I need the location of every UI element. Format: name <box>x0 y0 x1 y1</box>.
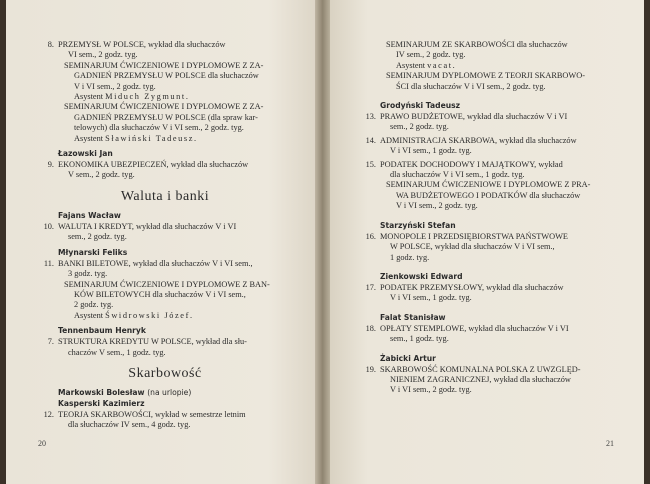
lecturer-name: Kasperski Kazimierz <box>58 398 145 408</box>
course-entry-12 <box>40 410 290 431</box>
lecturer-name: Starzyński Stefan <box>380 220 456 230</box>
lecturer-name: Młynarski Feliks <box>58 247 128 257</box>
seminar-line: SEMINARJUM ZE SKARBOWOŚCI dla słuchaczów <box>386 40 568 49</box>
assistant-line <box>386 61 632 71</box>
course-entry-15 <box>362 160 632 181</box>
book-gutter <box>315 0 330 484</box>
course-detail-line: V i VI sem., 1 godz. tyg. <box>390 146 472 156</box>
section-heading: Skarbowość <box>128 365 202 381</box>
assistant-line <box>64 134 290 144</box>
lecturer-note: (na urlopie) <box>147 387 192 397</box>
course-entry-13 <box>362 112 632 133</box>
seminar-line: WA BUDŻETOWEGO I PODATKÓW dla słuchaczów <box>396 190 581 200</box>
course-detail-line: VI sem., 2 godz. tyg. <box>68 50 138 60</box>
seminar-line: GADNIEŃ PRZEMYSŁU W POLSCE dla słuchaczów <box>74 71 259 81</box>
left-page <box>6 0 315 484</box>
course-title-line: PRAWO BUDŻETOWE, wykład dla słuchaczów V i VI <box>380 112 568 122</box>
seminar-line: SEMINARJUM ĆWICZENIOWE I DYPLOMOWE Z BAN- <box>64 279 270 289</box>
assistant-line <box>64 311 290 321</box>
course-number: 12. <box>43 409 54 419</box>
course-detail-line: V sem., 2 godz. tyg. <box>68 170 135 180</box>
course-entry-17 <box>362 283 632 304</box>
seminar-block <box>40 102 290 144</box>
course-detail-line: sem., 2 godz. tyg. <box>390 122 449 132</box>
course-title-line: EKONOMIKA UBEZPIECZEŃ, wykład dla słuchaczów <box>58 160 249 170</box>
page-number: 20 <box>38 439 46 448</box>
course-detail-line: 3 godz. tyg. <box>68 269 108 279</box>
left-page-column <box>40 40 290 431</box>
course-entry-8 <box>40 40 290 61</box>
course-title-line: STRUKTURA KREDYTU W POLSCE, wykład dla słu- <box>58 337 247 347</box>
course-detail-line: sem., 1 godz. tyg. <box>390 334 449 344</box>
course-entry-14 <box>362 136 632 157</box>
course-number: 19. <box>365 364 376 374</box>
course-title-line: BANKI BILETOWE, wykład dla słuchaczów V i VI sem., <box>58 258 253 268</box>
lecturer-name: Łazowski Jan <box>58 149 113 159</box>
lecturer-name <box>40 388 290 398</box>
assistant-name: Miduch Zygmunt. <box>105 92 190 102</box>
seminar-block <box>362 40 632 92</box>
course-detail-line: sem., 2 godz. tyg. <box>68 232 127 242</box>
course-entry-16 <box>362 232 632 263</box>
lecturer-name: Żabicki Artur <box>380 353 436 363</box>
seminar-block <box>362 180 632 211</box>
course-title-line: ADMINISTRACJA SKARBOWA, wykład dla słuchaczów <box>380 135 577 145</box>
seminar-line: KÓW BILETOWYCH dla słuchaczów V i VI sem., <box>74 289 246 299</box>
assistant-label: Asystent <box>396 60 426 70</box>
course-number: 14. <box>365 135 376 145</box>
seminar-line: IV sem., 2 godz. tyg. <box>396 50 466 60</box>
seminar-line: SEMINARJUM ĆWICZENIOWE I DYPLOMOWE Z ZA- <box>64 102 264 112</box>
course-title-line: PODATEK DOCHODOWY I MAJĄTKOWY, wykład <box>380 159 563 169</box>
course-detail-line: V i VI sem., 2 godz. tyg. <box>390 385 472 395</box>
course-title-line: WALUTA I KREDYT, wykład dla słuchaczów V i VI <box>58 221 237 231</box>
course-title-line: SKARBOWOŚĆ KOMUNALNA POLSKA Z UWZGLĘD- <box>380 364 581 374</box>
course-number: 15. <box>365 159 376 169</box>
lecturer-name: Zienkowski Edward <box>380 271 463 281</box>
course-number: 13. <box>365 112 376 122</box>
course-number: 16. <box>365 231 376 241</box>
course-number: 10. <box>43 221 54 231</box>
assistant-line <box>64 92 290 102</box>
course-entry-10 <box>40 222 290 243</box>
course-detail-line: NIENIEM ZAGRANICZNEJ, wykład dla słuchaczów <box>390 374 571 384</box>
course-entry-18 <box>362 324 632 345</box>
lecturer-name: Fajans Wacław <box>58 210 121 220</box>
assistant-label: Asystent <box>74 310 104 320</box>
course-entry-19 <box>362 365 632 396</box>
seminar-line: 2 godz. tyg. <box>74 300 114 310</box>
seminar-line: ŚCI dla słuchaczów V i VI sem., 2 godz. tyg. <box>396 81 546 91</box>
right-page-column <box>362 40 632 396</box>
course-entry-9 <box>40 160 290 181</box>
course-number: 7. <box>47 337 54 347</box>
seminar-line: GADNIEŃ PRZEMYSŁU W POLSCE (dla spraw kar- <box>74 112 258 122</box>
course-number: 11. <box>43 258 54 268</box>
course-detail-line: dla słuchaczów IV sem., 4 godz. tyg. <box>68 420 191 430</box>
right-page <box>330 0 644 484</box>
course-detail-line: W POLSCE, wykład dla słuchaczów V i VI sem., <box>390 242 555 252</box>
course-title-line: PODATEK PRZEMYSŁOWY, wykład dla słuchaczów <box>380 282 564 292</box>
seminar-line: SEMINARJUM ĆWICZENIOWE I DYPLOMOWE Z PRA- <box>386 180 591 190</box>
course-detail-line: dla słuchaczów V i VI sem., 1 godz. tyg. <box>390 170 525 180</box>
course-detail-line: chaczów V sem., 1 godz. tyg. <box>68 347 166 357</box>
lecturer-name-text: Markowski Bolesław <box>58 387 145 397</box>
seminar-line: SEMINARJUM ĆWICZENIOWE I DYPLOMOWE Z ZA- <box>64 60 264 70</box>
assistant-name: vacat. <box>427 60 457 70</box>
assistant-name: Sławiński Tadeusz. <box>105 133 198 143</box>
course-number: 17. <box>365 282 376 292</box>
seminar-line: telowych) dla słuchaczów V i VI sem., 2 godz. tyg. <box>74 123 244 133</box>
course-title-line: OPŁATY STEMPLOWE, wykład dla słuchaczów V i VI <box>380 323 569 333</box>
seminar-block <box>40 280 290 322</box>
assistant-label: Asystent <box>74 133 104 143</box>
seminar-line: SEMINARJUM DYPLOMOWE Z TEORJI SKARBOWO- <box>386 71 585 81</box>
course-number: 18. <box>365 323 376 333</box>
lecturer-name: Falat Stanisław <box>380 312 446 322</box>
course-entry-11 <box>40 259 290 280</box>
course-detail-line: 1 godz. tyg. <box>390 252 430 262</box>
course-number: 9. <box>47 160 54 170</box>
course-number: 8. <box>47 40 54 49</box>
course-detail-line: V i VI sem., 1 godz. tyg. <box>390 293 472 303</box>
lecturer-name: Grodyński Tadeusz <box>380 101 461 111</box>
assistant-label: Asystent <box>74 92 104 102</box>
course-title-line: MONOPOLE I PRZEDSIĘBIORSTWA PAŃSTWOWE <box>380 231 568 241</box>
assistant-name: Świdrowski Józef. <box>105 310 194 320</box>
seminar-line: V i VI sem., 2 godz. tyg. <box>396 201 478 211</box>
section-heading: Waluta i banki <box>120 188 210 204</box>
page-number: 21 <box>606 439 614 448</box>
seminar-line: V i VI sem., 2 godz. tyg. <box>74 81 156 91</box>
course-title-line: PRZEMYSŁ W POLSCE, wykład dla słuchaczów <box>58 40 226 49</box>
course-title-line: TEORJA SKARBOWOŚCI, wykład w semestrze letnim <box>58 409 246 419</box>
course-entry-7 <box>40 337 290 358</box>
seminar-block <box>40 61 290 103</box>
lecturer-name: Tennenbaum Henryk <box>58 326 146 336</box>
